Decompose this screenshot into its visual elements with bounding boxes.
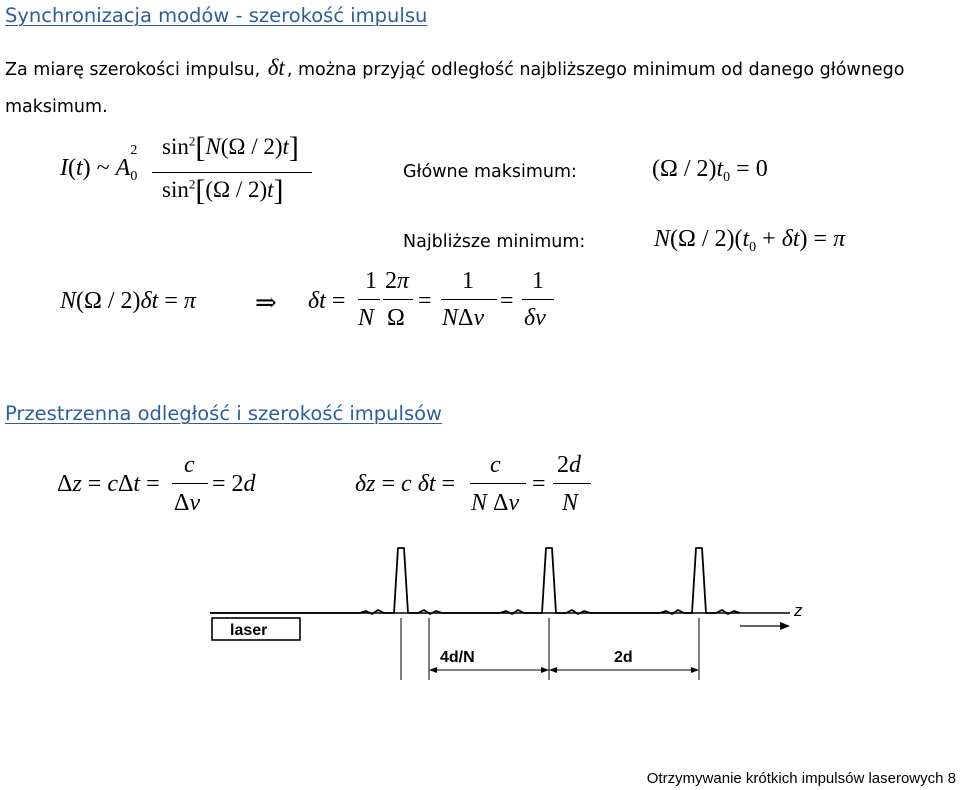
delta-z-frac1-num: c <box>490 452 501 478</box>
intro-line-2: maksimum. <box>5 97 108 117</box>
section-title-mode-locking: Synchronizacja modów - szerokość impulsu <box>5 4 428 27</box>
dz-frac-line <box>172 483 208 484</box>
delta-z-frac1-den: N Δν <box>471 490 520 516</box>
delta-z-lhs: δz = c δt = <box>355 471 456 497</box>
dz-frac-num: c <box>184 452 195 478</box>
intro-text-after: , można przyjąć odległość najbliższego minimum od danego głównego <box>286 60 905 80</box>
dt-frac3-num: 1 <box>462 268 474 294</box>
period-arrowhead-right <box>691 667 699 673</box>
dt-frac2-den: Ω <box>387 305 405 331</box>
nearest-min-label: Najbliższe minimum: <box>403 232 586 252</box>
footer-slide-caption: Otrzymywanie krótkich impulsów laserowych 8 <box>646 770 956 787</box>
dt-frac3-line <box>441 299 497 300</box>
intensity-numerator: $\sin^2[N(\Omega / 2)t]$ <box>162 131 299 164</box>
condition-formula: N(Ω / 2)δt = π <box>60 288 196 314</box>
dt-eq1: = <box>418 288 432 314</box>
dt-lhs: δt = <box>308 288 346 314</box>
intensity-denominator: $\sin^2[(\Omega / 2)t]$ <box>162 174 284 207</box>
delta-z-frac2-line <box>553 483 591 484</box>
nearest-min-formula: $N(\Omega / 2)(t_0 + \delta t) = \pi$ <box>654 226 846 255</box>
period-arrowhead-left <box>549 667 557 673</box>
section-title-spatial: Przestrzenna odległość i szerokość impulsów <box>5 402 442 425</box>
dt-frac3-den: NΔν <box>442 305 485 331</box>
spacing-arrowhead-left <box>429 667 437 673</box>
dt-frac4-num: 1 <box>532 268 544 294</box>
dt-frac1-line <box>358 299 380 300</box>
intro-line-1 <box>5 55 904 81</box>
spacing-label: 4d/N <box>440 649 475 666</box>
z-axis-arrowhead <box>780 622 790 630</box>
delta-z-frac2-num: 2d <box>557 452 581 478</box>
main-max-label: Główne maksimum: <box>403 162 577 182</box>
intro-symbol-dt: δt <box>267 55 285 80</box>
dt-frac1-den: N <box>358 305 375 331</box>
intro-text-before: Za miarę szerokości impulsu, <box>5 60 261 80</box>
dt-frac1-num: 1 <box>365 268 377 294</box>
delta-z-frac2-den: N <box>562 490 579 516</box>
dt-frac4-line <box>522 299 554 300</box>
dz-lhs: Δz = cΔt = <box>57 471 160 497</box>
intensity-formula-lhs: I(t) ~ A 2 $_0$ <box>60 143 138 184</box>
laser-label: laser <box>230 622 268 639</box>
pulse-train-figure <box>200 540 820 685</box>
intensity-fraction-line <box>152 172 312 173</box>
implies-arrow: ⇒ <box>255 288 277 317</box>
delta-z-eq: = <box>532 471 546 497</box>
dt-frac2-num: 2π <box>385 268 410 294</box>
spacing-arrowhead-right <box>541 667 549 673</box>
dz-rhs: = 2d <box>212 471 256 497</box>
z-axis-label: z <box>794 601 803 620</box>
delta-z-frac1-line <box>470 483 526 484</box>
dz-frac-den: Δν <box>174 490 201 516</box>
main-max-formula: $(\Omega / 2)t_0 = 0$ <box>652 156 768 185</box>
period-label: 2d <box>614 649 633 666</box>
pulse-waveform <box>210 548 740 614</box>
dt-frac4-den: δν <box>524 305 546 331</box>
dt-eq2: = <box>500 288 514 314</box>
dt-frac2-line <box>383 299 413 300</box>
